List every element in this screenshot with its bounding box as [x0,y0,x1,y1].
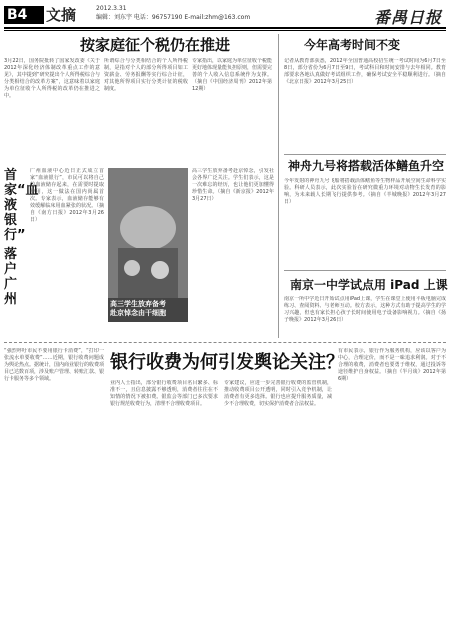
article-title-gaokao: 今年高考时间不变 [304,38,401,52]
article-body-gaokao: 记者从教育部获悉，2012年全国普通高校招生统一考试时间为6月7日至8日，部分省份为6月7日至9日，考试科目和时间安排与去年相同。教育部要求各地认真做好考试组织工作，确保考试安全平稳顺利进行。（摘自《北京日报》2012年3月25日） [284,58,446,85]
section-divider [284,154,446,155]
header-rule-thin [4,30,446,31]
article-body-bank-1: “强烈呼吁市民不要用银行卡消费”，“打印一张流水单要收费”……近期，银行收费问题成为舆论热点。据统计，国内商业银行的收费项目已达数百项，涉及账户管理、转账汇款、银行卡服务等多个领域。 [4,348,104,382]
title-part-a: 首家“血液银行” [4,168,39,243]
column-name: 文摘 [46,6,77,24]
article-title-blood-bank [4,168,39,338]
article-body-shenzhou: 今年发射的神舟九号飞船将搭载活体鳝鱼等生物样品开展空间生命科学实验。科研人员表示，此次实验旨在研究微重力环境对动物生长发育的影响，为未来载人长期飞行提供参考。（摘自《羊城晚报》2012年3月27日） [284,178,446,205]
article-body-tax-2: 所谓综合与分类相结合的个人所得税制，是指对个人的部分所得项目如工资薪金、劳务报酬等实行综合计征，对其他所得项目实行分类计征的税收制度。 [104,58,188,92]
article-body-bank-4: 有市民表示，银行作为服务机构，应该以客户为中心，合理定价，而不是一味追求利润。对于不合理的收费，消费者也要勇于维权，通过投诉等途径维护自身权益。（摘自《半月谈》2012年第6期） [338,348,446,382]
article-body-bank-2: 业内人士指出，部分银行收费项目名目繁多、标准不一，且信息披露不够透明，消费者往往在不知情的情况下被扣费。银监会等部门已多次要求银行规范收费行为，清理不合理收费项目。 [110,380,218,407]
page-header [4,4,446,26]
photo-caption [110,300,186,318]
article-title-bank: 银行收费为何引发舆论关注？ [110,352,344,373]
article-body-bank-3: 专家建议，应进一步完善银行收费的监管机制，推动收费项目公开透明，同时引入竞争机制，让消费者有更多选择。银行也应提升服务质量，减少不合理收费，切实保护消费者合法权益。 [224,380,332,407]
article-body-ipad: 南京一所中学近日开始试点用iPad上课，学生在课堂上使用平板电脑完成练习、查阅资料、与老师互动。校方表示，这种方式有助于提高学生的学习兴趣，但也有家长担心孩子长时间使用电子设备影响视力。（摘自《扬子晚报》2012年3月26日） [284,296,446,323]
header-rule [4,27,446,29]
date-line: 2012.3.31 [96,5,127,12]
article-body-blood-bank: 广州血液中心近日正式成立首家“血液银行”，市民可以将自己的血液储存起来，在需要时提取使用，这一做法在国内尚属首次。专家表示，血液储存能够有效缓解临床用血紧张的状况。（摘自《南方日报》2012年3月26日） [30,168,104,223]
news-photo [108,168,188,322]
page-separator [4,342,446,343]
article-title-shenzhou: 神舟九号将搭载活体鳝鱼升空 [288,159,445,173]
editor-line: 编辑：刘东宇 电话：96757190 E-mail:zhm@163.com [96,14,251,21]
page-number: B4 [4,6,44,24]
article-body-tax-3: 专家指出，以家庭为单位征收个税能更好地体现量能负担原则，但需要完善的个人收入信息系统作为支撑。（摘自《中国经济周刊》2012年第12期） [192,58,272,92]
article-body-tax-1: 3月22日，国务院批转了国家发改委《关于2012年深化经济体制改革重点工作的意见》，其中提到“研究提出个人所得税综合与分类相结合的改革方案”，这意味着以家庭为单位征收个人所得税的改革仍在推进之中。 [4,58,100,99]
newspaper-logo: 番禺日报 [373,8,442,27]
article-body-photo: 高三学生放弃备考赴京悼念，引发社会各界广泛关注。学生们表示，这是一次难忘的经历，也让他们更加懂得珍惜生命。（摘自《新京报》2012年3月27日） [192,168,274,202]
photo-caption-line2: 赴京悼念由干细胞 [110,309,166,317]
article-title-tax: 按家庭征个税仍在推进 [80,36,231,54]
title-part-b: 落户广州 [4,247,18,307]
photo-caption-line1: 高三学生放弃备考 [110,300,166,308]
column-divider [278,34,279,338]
section-divider [284,270,446,271]
article-title-ipad: 南京一中学试点用 iPad 上课 [290,278,448,292]
